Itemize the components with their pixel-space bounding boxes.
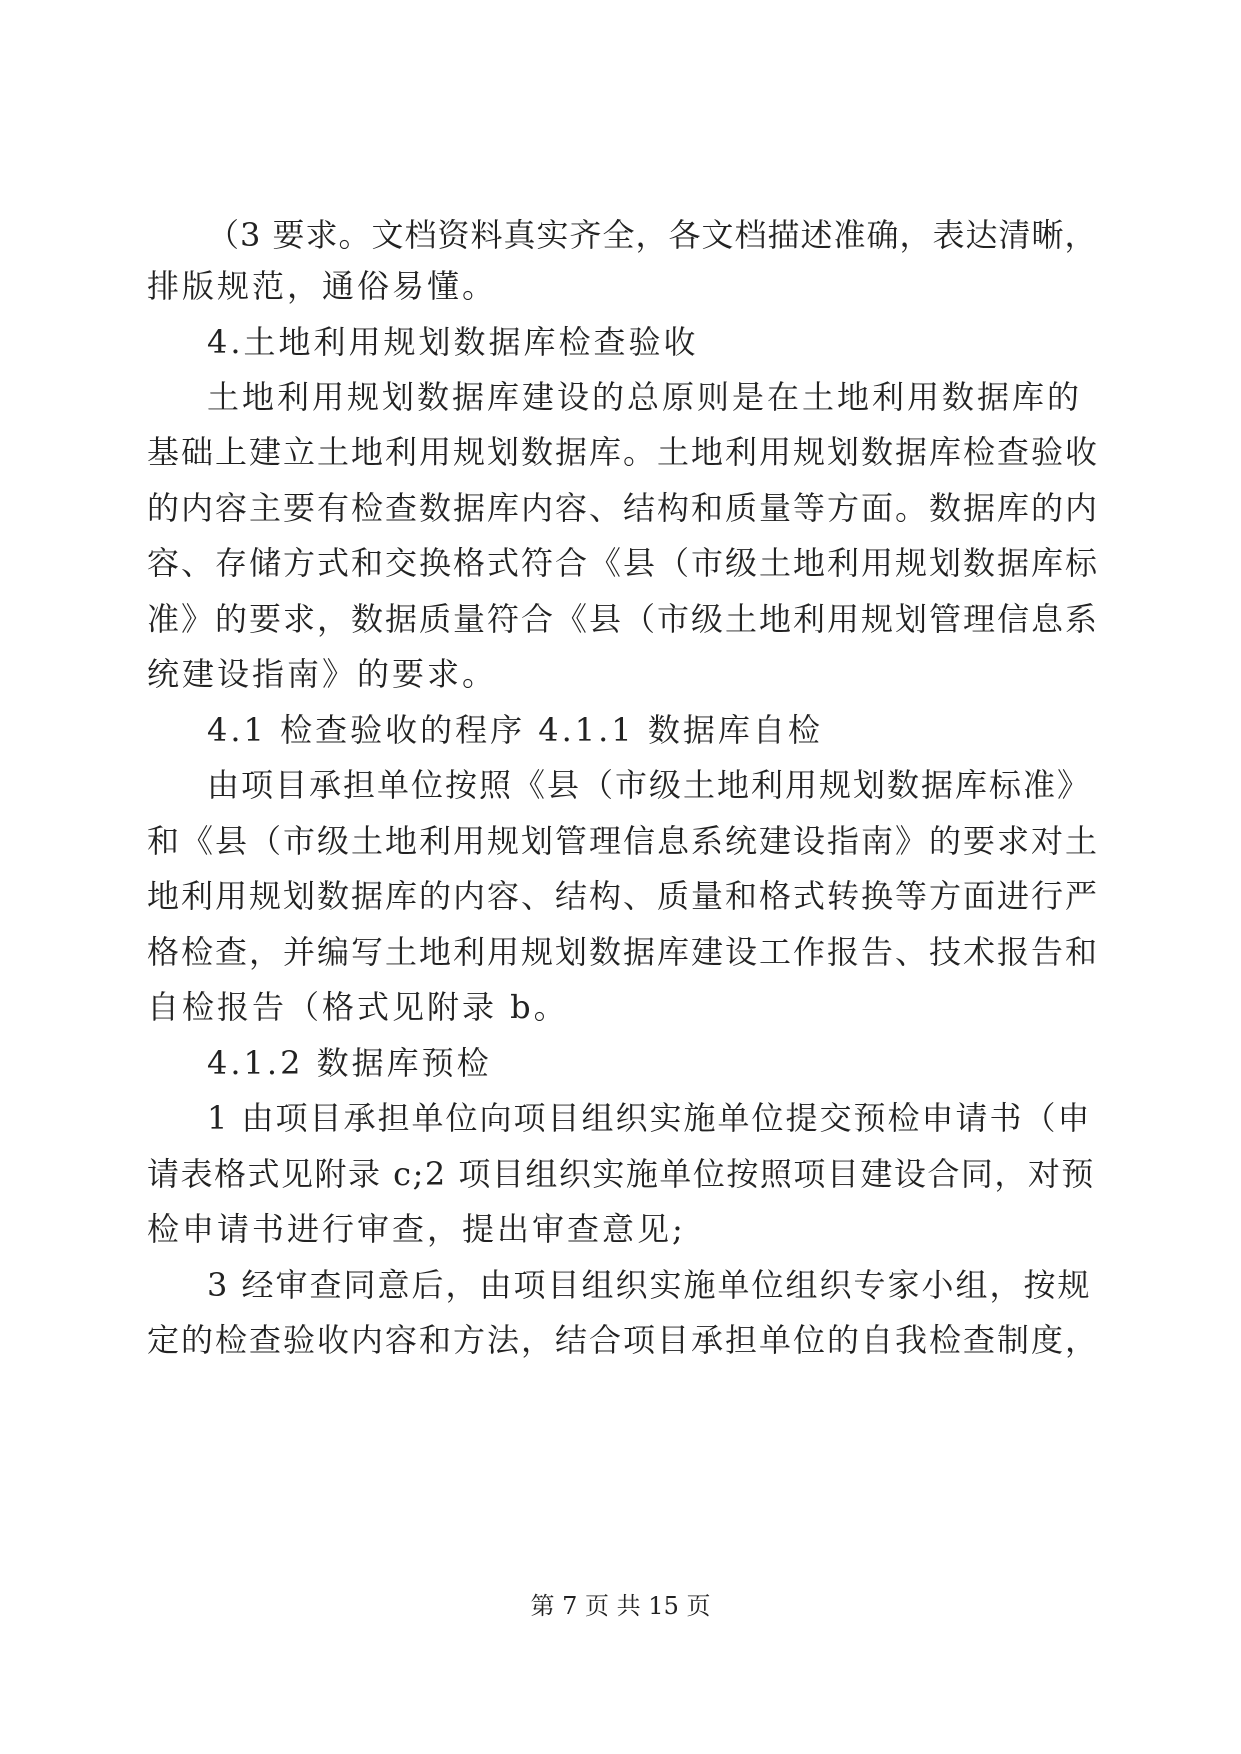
text-line-6: 的内容主要有检查数据库内容、结构和质量等方面。数据库的内 xyxy=(147,489,1100,527)
text-line-20: 3 经审查同意后，由项目组织实施单位组织专家小组，按规 xyxy=(207,1266,1092,1304)
text-line-14: 格检查，并编写土地利用规划数据库建设工作报告、技术报告和 xyxy=(147,933,1100,971)
text-line-12: 和《县（市级土地利用规划管理信息系统建设指南》的要求对土 xyxy=(147,822,1100,860)
text-line-7: 容、存储方式和交换格式符合《县（市级土地利用规划数据库标 xyxy=(147,544,1100,582)
text-line-4: 土地利用规划数据库建设的总原则是在土地利用数据库的 xyxy=(207,378,1083,416)
text-line-5: 基础上建立土地利用规划数据库。土地利用规划数据库检查验收 xyxy=(147,433,1100,471)
section-heading-4: 4.土地利用规划数据库检查验收 xyxy=(207,323,699,361)
text-line-9: 统建设指南》的要求。 xyxy=(147,655,498,693)
section-heading-4-1: 4.1 检查验收的程序 4.1.1 数据库自检 xyxy=(207,711,823,749)
text-line-21: 定的检查验收内容和方法，结合项目承担单位的自我检查制度， xyxy=(147,1321,1100,1359)
page-number-footer: 第 7 页 共 15 页 xyxy=(530,1592,711,1620)
text-line-15: 自检报告（格式见附录 b。 xyxy=(147,988,569,1026)
text-line-1: （3 要求。文档资料真实齐全，各文档描述准确，表达清晰， xyxy=(207,216,1098,254)
section-heading-4-1-2: 4.1.2 数据库预检 xyxy=(207,1044,492,1082)
text-line-13: 地利用规划数据库的内容、结构、质量和格式转换等方面进行严 xyxy=(147,877,1100,915)
text-line-19: 检申请书进行审查，提出审查意见; xyxy=(147,1210,686,1248)
text-line-17: 1 由项目承担单位向项目组织实施单位提交预检申请书（申 xyxy=(207,1099,1092,1137)
text-line-11: 由项目承担单位按照《县（市级土地利用规划数据库标准》 xyxy=(207,766,1092,804)
text-line-2: 排版规范，通俗易懂。 xyxy=(147,267,498,305)
text-line-18: 请表格式见附录 c;2 项目组织实施单位按照项目建设合同，对预 xyxy=(147,1155,1095,1193)
text-line-8: 准》的要求，数据质量符合《县（市级土地利用规划管理信息系 xyxy=(147,600,1100,638)
